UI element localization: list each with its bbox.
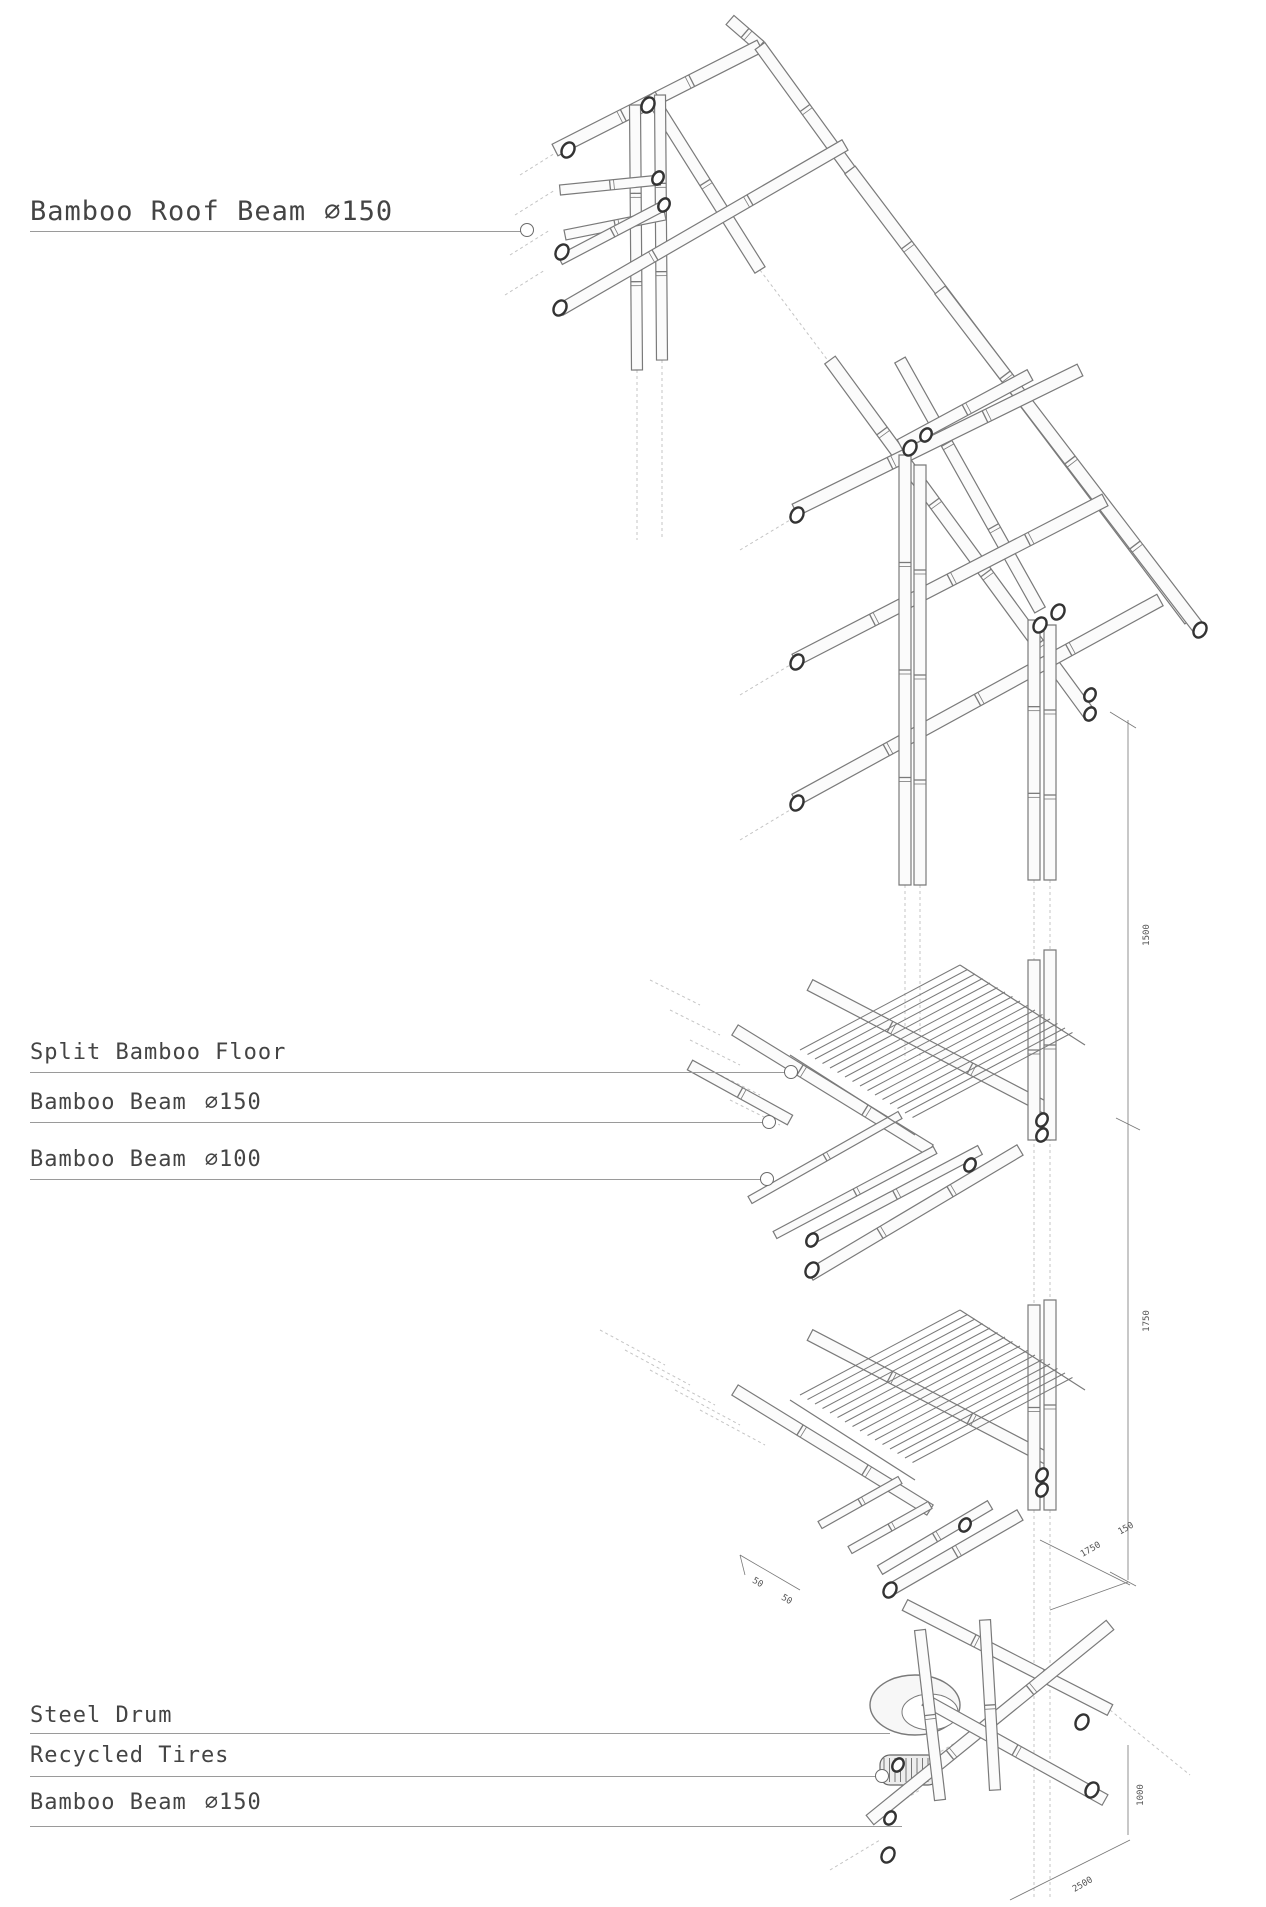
label-text: Bamboo Beam xyxy=(30,1790,187,1815)
label-text: Bamboo Roof Beam xyxy=(30,196,307,227)
dimension-150: 150 xyxy=(1116,1520,1136,1538)
floor1-beam-front xyxy=(687,1060,792,1125)
leader-recycled-tires xyxy=(30,1776,882,1777)
leader-dot xyxy=(760,1172,774,1186)
bamboo-culm-outline xyxy=(792,364,1083,516)
purlin-projection xyxy=(740,520,790,550)
roof-beam-stub-1 xyxy=(560,175,661,195)
leader-roof-beam xyxy=(30,231,528,232)
floor2-projection xyxy=(700,1410,765,1445)
label-text: Steel Drum xyxy=(30,1703,173,1728)
floor1-projection xyxy=(650,980,700,1005)
dimension-1750-vertical: 1750 xyxy=(1141,1310,1152,1332)
dimension-2500 xyxy=(1010,1840,1130,1900)
bamboo-culm-outline xyxy=(732,1025,933,1155)
bamboo-node xyxy=(985,1705,996,1706)
dimension-2500: 2500 xyxy=(1070,1875,1095,1895)
dimension-tick xyxy=(740,1555,745,1575)
leader-split-floor xyxy=(30,1072,785,1073)
leader-beam-150 xyxy=(30,1122,763,1123)
purlin-projection xyxy=(740,665,790,695)
main-end-ring xyxy=(1049,602,1067,622)
floor1-beam-mid xyxy=(732,1025,933,1155)
floor1-projection xyxy=(690,1040,740,1065)
main-post-left-a xyxy=(899,455,911,885)
floor2-projection xyxy=(675,1390,740,1425)
bamboo-culm-outline xyxy=(1028,620,1040,880)
label-bamboo-beam-100 xyxy=(30,1147,262,1172)
purlin-projection xyxy=(740,810,790,840)
bamboo-culm-outline xyxy=(655,95,668,360)
main-roof-rafter-right xyxy=(935,286,1205,634)
roof-post-b xyxy=(655,95,668,360)
diameter-value: 150 xyxy=(218,1790,262,1815)
main-purlin-1 xyxy=(792,364,1083,516)
floor1-post-a xyxy=(1028,960,1040,1140)
label-recycled-tires xyxy=(30,1743,229,1768)
dimension-50-b: 50 xyxy=(779,1592,794,1608)
bamboo-culm-outline xyxy=(732,1385,933,1515)
dimension-base xyxy=(1050,1582,1128,1610)
base-projection xyxy=(830,1840,880,1870)
roof-projection xyxy=(515,190,555,215)
diameter-symbol: ∅ xyxy=(204,1790,219,1815)
dimension-1500: 1500 xyxy=(1141,924,1152,946)
diameter-value: 150 xyxy=(341,196,394,227)
dimension-50-a: 50 xyxy=(750,1575,765,1591)
beam-end-rings xyxy=(551,95,1209,1865)
base-end-ring xyxy=(879,1845,897,1865)
leader-steel-drum xyxy=(30,1733,890,1734)
leader-dot xyxy=(520,223,534,237)
label-steel-drum xyxy=(30,1703,172,1728)
label-bamboo-beam-150 xyxy=(30,1090,262,1115)
diameter-symbol: ∅ xyxy=(204,1090,219,1115)
leader-beam-100 xyxy=(30,1179,761,1180)
roof-post-a xyxy=(630,105,643,370)
floor-edge xyxy=(960,1310,1085,1390)
roof-projection xyxy=(520,150,560,175)
base-projection xyxy=(1110,1710,1190,1775)
label-bamboo-roof-beam xyxy=(30,196,393,227)
main-post-left-b xyxy=(914,465,926,885)
floor1-projection xyxy=(670,1010,720,1035)
label-text: Bamboo Beam xyxy=(30,1090,187,1115)
label-text: Recycled Tires xyxy=(30,1743,230,1768)
dimension-tick xyxy=(1110,712,1136,728)
main-post-right-a xyxy=(1028,620,1040,880)
diameter-value: 100 xyxy=(218,1147,262,1172)
base-end-ring xyxy=(1073,1712,1091,1732)
dimension-50 xyxy=(740,1555,800,1590)
floor2-projection xyxy=(625,1350,690,1385)
leader-dot xyxy=(784,1065,798,1079)
diameter-value: 150 xyxy=(218,1090,262,1115)
label-split-bamboo-floor xyxy=(30,1040,286,1065)
floor2-beam-mid xyxy=(732,1385,933,1515)
floor2-projection xyxy=(650,1370,715,1405)
floor-edge xyxy=(960,965,1085,1045)
dimension-1750-base: 1750 xyxy=(1078,1540,1103,1560)
bamboo-culm-outline xyxy=(630,105,643,370)
label-base-bamboo-beam xyxy=(30,1790,262,1815)
floor2-joist-100-a xyxy=(818,1477,902,1529)
label-text: Bamboo Beam xyxy=(30,1147,187,1172)
leader-dot xyxy=(762,1115,776,1129)
leader-base-beam xyxy=(30,1826,902,1827)
diameter-symbol: ∅ xyxy=(204,1147,219,1172)
label-text: Split Bamboo Floor xyxy=(30,1040,287,1065)
leader-dot xyxy=(875,1769,889,1783)
main-post-right-b xyxy=(1044,625,1056,880)
floor1-joist-100-b xyxy=(773,1146,937,1238)
diameter-symbol: ∅ xyxy=(324,196,342,227)
roof-projection xyxy=(505,270,545,295)
bamboo-culm-outline xyxy=(1044,625,1056,880)
bamboo-members xyxy=(552,15,1205,1824)
dimension-1000: 1000 xyxy=(1135,1784,1146,1806)
floor2-projection xyxy=(600,1330,665,1365)
